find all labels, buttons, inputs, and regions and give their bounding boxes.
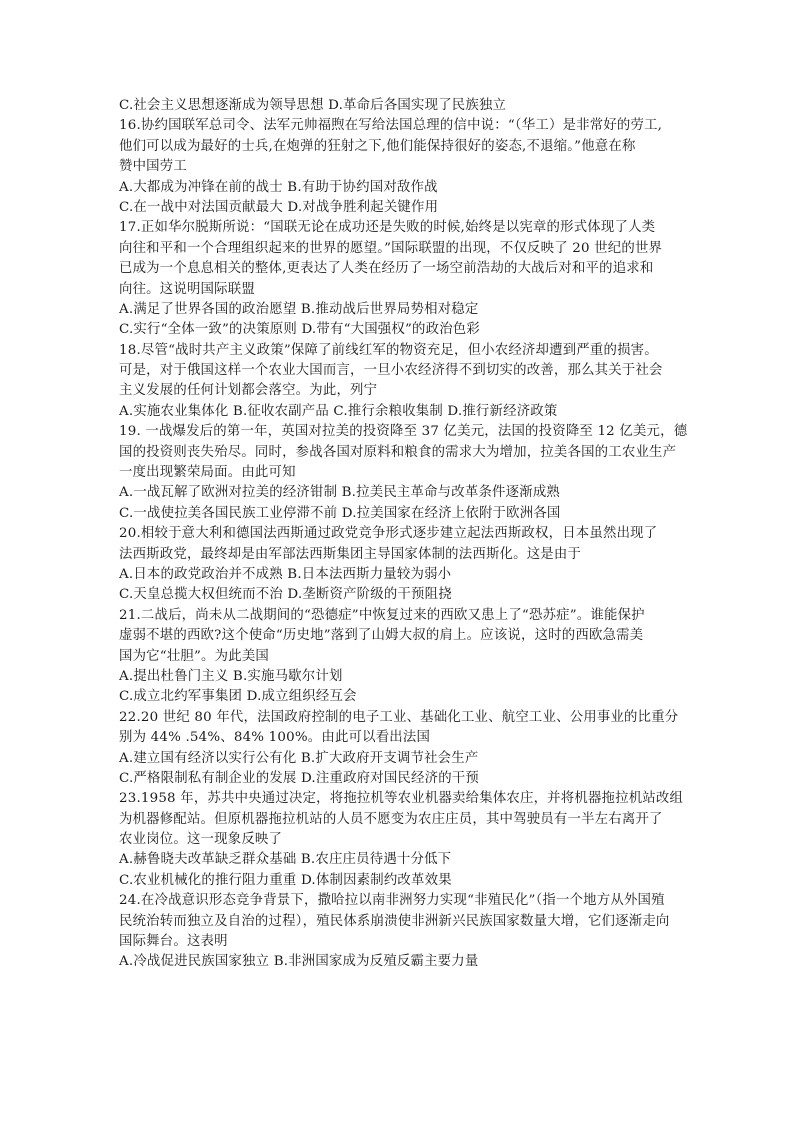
exam-page-body <box>119 96 689 973</box>
text-line: 赞中国劳工 <box>119 159 187 175</box>
answer-options: A.日本的政党政治并不成熟 B.日本法西斯力量较为弱小 <box>119 566 452 582</box>
text-line: C.社会主义思想逐渐成为领导思想 D.革命后各国实现了民族独立 <box>119 98 507 113</box>
text-line: 别为 44% .54%、84% 100%。由此可以看出法国 <box>119 730 431 746</box>
text-line: 虚弱不堪的西欧?这个使命“历史地”落到了山姆大叔的肩上。应该说，这时的西欧急需美 <box>119 628 644 644</box>
answer-options: A.实施农业集体化 B.征收农副产品 C.推行余粮收集制 D.推行新经济政策 <box>119 403 558 419</box>
text-line: 主义发展的任何计划都会落空。为此，列宁 <box>119 383 378 399</box>
answer-options: A.大都成为冲锋在前的战士 B.有助于协约国对敌作战 <box>119 179 438 195</box>
answer-options: C.在一战中对法国贡献最大 D.对战争胜利起关键作用 <box>119 199 439 215</box>
answer-options: A.冷战促进民族国家独立 B.非洲国家成为反殖反霸主要力量 <box>119 954 479 970</box>
answer-options: A.建立国有经济以实行公有化 B.扩大政府开支调节社会生产 <box>119 750 479 766</box>
question-24-stem: 24.在冷战意识形态竞争背景下，撒哈拉以南非洲努力实现“非殖民化”（指一个地方从外国殖 <box>119 893 665 909</box>
answer-options: C.农业机械化的推行阻力重重 D.体制因素制约改革效果 <box>119 872 452 888</box>
text-line: 为机器修配站。但原机器拖拉机站的人员不愿变为农庄庄员，其中驾驶员有一半左右离开了 <box>119 811 663 827</box>
question-16-stem: 16.协约国联军总司令、法军元帅福煦在写给法国总理的信中说：“（华工）是非常好的劳工, <box>119 118 663 134</box>
answer-options: C.成立北约军事集团 D.成立组织经互会 <box>119 689 357 705</box>
text-line: 国为它“壮胆”。为此美国 <box>119 648 269 664</box>
text-line: 可是，对于俄国这样一个农业大国而言，一旦小农经济得不到切实的改善，那么其关于社会 <box>119 363 663 379</box>
text-line: 一度出现繁荣局面。由此可知 <box>119 465 296 481</box>
answer-options: C.实行“全体一致”的决策原则 D.带有“大国强权”的政治色彩 <box>119 322 480 338</box>
answer-options: C.天皇总揽大权但统而不治 D.垄断资产阶级的干预阻挠 <box>119 587 452 603</box>
text-line: 农业岗位。这一现象反映了 <box>119 832 283 848</box>
text-line: 国际舞台。这表明 <box>119 934 228 950</box>
text-line: 已成为一个息息相关的整体,更表达了人类在经历了一场空前浩劫的大战后对和平的追求和 <box>119 261 654 277</box>
answer-options: C.严格限制私有制企业的发展 D.注重政府对国民经济的干预 <box>119 770 479 786</box>
question-19-stem: 19. 一战爆发后的第一年，英国对拉美的投资降至 37 亿美元，法国的投资降至 12 亿美元，德 <box>119 424 688 440</box>
question-20-stem: 20.相较于意大利和德国法西斯通过政党竞争形式逐步建立起法西斯政权，日本虽然出现了 <box>119 526 658 542</box>
text-line: 国的投资则丧失殆尽。同时，参战各国对原料和粮食的需求大为增加，拉美各国的工农业生产 <box>119 444 677 460</box>
answer-options: A.满足了世界各国的政治愿望 B.推动战后世界局势相对稳定 <box>119 301 479 317</box>
answer-options: A.一战瓦解了欧洲对拉美的经济钳制 B.拉美民主革命与改革条件逐渐成熟 <box>119 485 560 501</box>
text-line: 向往和平和一个合理组织起来的世界的愿望。”国际联盟的出现，不仅反映了 20 世纪的世界 <box>119 240 663 256</box>
text-line: 向往。这说明国际联盟 <box>119 281 255 297</box>
answer-options: A.赫鲁晓夫改革缺乏群众基础 B.农庄庄员待遇十分低下 <box>119 852 452 868</box>
question-21-stem: 21.二战后，尚未从二战期间的“恐德症”中恢复过来的西欧又患上了“恐苏症”。谁能保护 <box>119 607 645 623</box>
question-17-stem: 17.正如华尔脱斯所说：“国联无论在成功还是失败的时候,始终是以宪章的形式体现了人类 <box>119 220 656 236</box>
text-line: 法西斯政党，最终却是由军部法西斯集团主导国家体制的法西斯化。这是由于 <box>119 546 582 562</box>
question-23-stem: 23.1958 年，苏共中央通过决定，将拖拉机等农业机器卖给集体农庄，并将机器拖拉机站改组 <box>119 791 684 807</box>
answer-options: A.提出杜鲁门主义 B.实施马歇尔计划 <box>119 668 343 684</box>
text-line: 民统治转而独立及自治的过程），殖民体系崩溃使非洲新兴民族国家数量大增，它们逐渐走向 <box>119 913 670 929</box>
question-18-stem: 18.尽管“战时共产主义政策”保障了前线红军的物资充足，但小农经济却遭到严重的损害。 <box>119 342 658 358</box>
text-line: 他们可以成为最好的士兵,在炮弹的狂射之下,他们能保持很好的姿态,不退缩。”他意在称 <box>119 138 636 154</box>
question-22-stem: 22.20 世纪 80 年代，法国政府控制的电子工业、基础化工业、航空工业、公用事业的比重分 <box>119 709 679 725</box>
answer-options: C.一战使拉美各国民族工业停滞不前 D.拉美国家在经济上依附于欧洲各国 <box>119 505 561 521</box>
